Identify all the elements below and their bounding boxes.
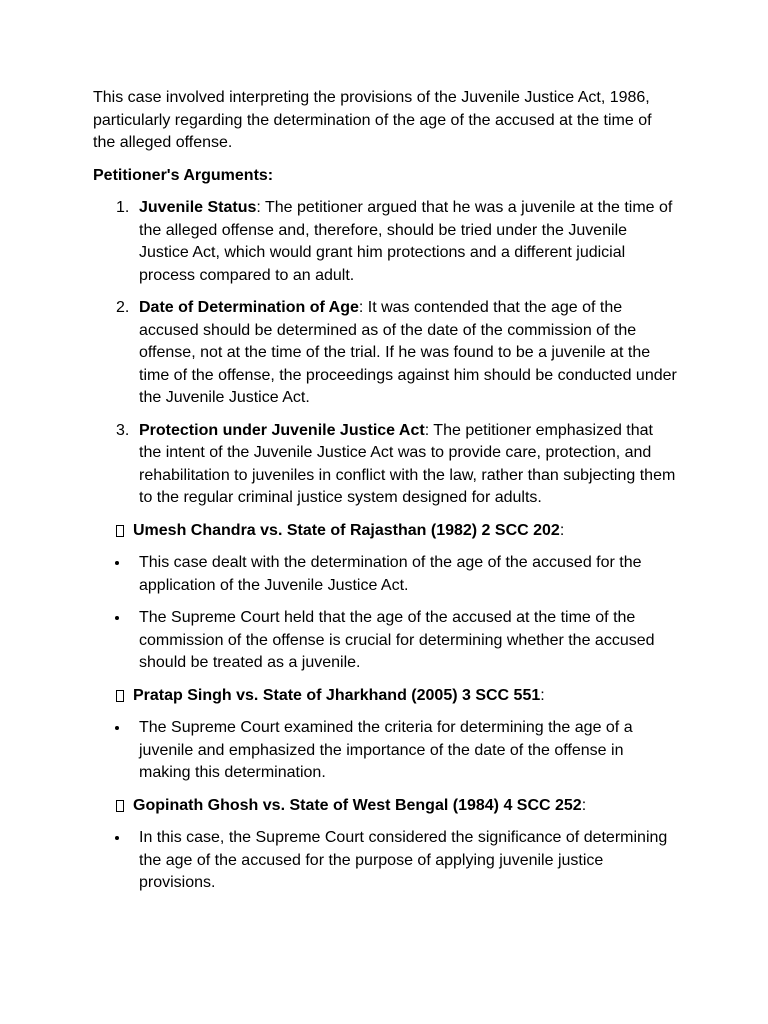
argument-title: Date of Determination of Age — [139, 299, 359, 316]
list-number: 2. — [116, 299, 130, 316]
list-number: 3. — [116, 421, 130, 439]
list-item — [93, 717, 678, 785]
bullet-icon — [115, 616, 119, 620]
petitioner-arguments-heading: Petitioner's Arguments: — [93, 166, 274, 184]
list-item — [93, 827, 678, 895]
case-suffix: : — [559, 521, 565, 539]
argument-text: : The petitioner argued that he was a juvenile at the time of the alleged offense and, therefore, should be tried under the Juvenile Justice Act, which would grant him protections and a different judicial process compared to an adult. — [139, 199, 673, 284]
case-point-text: In this case, the Supreme Court considered the significance of determining the age of the accused for the purpose of applying juvenile justice provisions. — [139, 829, 668, 891]
argument-item — [93, 420, 678, 510]
list-item — [93, 607, 678, 675]
bullet-icon — [115, 561, 119, 565]
argument-item — [93, 297, 678, 410]
intro-paragraph: This case involved interpreting the provisions of the Juvenile Justice Act, 1986, particularly regarding the determination of the age of the accused at the time of the alleged offense. — [93, 89, 652, 151]
missing-glyph-icon — [116, 525, 124, 537]
case-title: Gopinath Ghosh vs. State of West Bengal (1984) 4 SCC 252 — [133, 796, 582, 814]
bullet-icon — [115, 836, 119, 840]
case-title: Pratap Singh vs. State of Jharkhand (2005) 3 SCC 551 — [133, 686, 541, 704]
case-title: Umesh Chandra vs. State of Rajasthan (1982) 2 SCC 202 — [133, 521, 560, 539]
case-heading — [93, 795, 678, 818]
case-point-text: The Supreme Court held that the age of the accused at the time of the commission of the offense is crucial for determining whether the accused should be treated as a juvenile. — [139, 609, 655, 671]
argument-item — [93, 197, 678, 287]
missing-glyph-icon — [116, 690, 124, 702]
argument-title: Juvenile Status — [139, 199, 257, 216]
case-point-text: The Supreme Court examined the criteria for determining the age of a juvenile and emphasized the importance of the date of the offense in making this determination. — [139, 719, 633, 781]
case-points-list — [93, 552, 678, 675]
case-suffix: : — [540, 686, 545, 704]
arguments-list — [93, 197, 678, 510]
argument-title: Protection under Juvenile Justice Act — [139, 421, 425, 439]
case-heading — [93, 520, 678, 543]
case-suffix: : — [581, 796, 587, 814]
case-points-list — [93, 827, 678, 895]
case-point-text: This case dealt with the determination of the age of the accused for the application of the Juvenile Justice Act. — [139, 554, 642, 594]
argument-text: : The petitioner emphasized that the intent of the Juvenile Justice Act was to provide care, protection, and rehabilitation to juveniles in conflict with the law, rather than subjecting them to the regular criminal justice system designed for adults. — [139, 421, 676, 506]
document-page — [93, 87, 678, 905]
argument-text: : It was contended that the age of the accused should be determined as of the date of the commission of the offense, not at the time of the trial. If he was found to be a juvenile at the time of the offense, the proceedings against him should be conducted under the Juvenile Justice Act. — [139, 299, 677, 406]
case-points-list — [93, 717, 678, 785]
missing-glyph-icon — [116, 800, 124, 812]
list-item — [93, 552, 678, 597]
case-heading — [93, 685, 678, 708]
bullet-icon — [115, 726, 119, 730]
list-number: 1. — [116, 199, 130, 216]
